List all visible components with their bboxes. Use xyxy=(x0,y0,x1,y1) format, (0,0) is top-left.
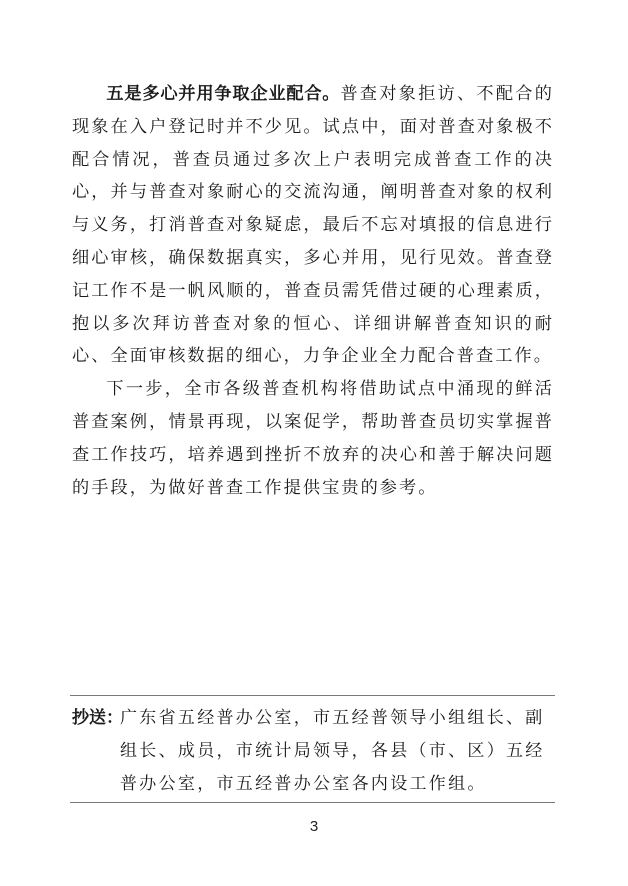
page-number: 3 xyxy=(309,818,319,835)
paragraph-lead-heading: 五是多心并用争取企业配合。 xyxy=(106,84,341,104)
cc-bottom-divider xyxy=(70,802,555,803)
document-body xyxy=(72,78,554,504)
paragraph-next-steps xyxy=(72,373,554,504)
cc-label: 抄送： xyxy=(72,708,123,728)
paragraph-text: 普查对象拒访、不配合的现象在入户登记时并不少见。试点中，面对普查对象极不配合情况，普查员通过多次上户表明完成普查工作的决心，并与普查对象耐心的交流沟通，阐明普查对象的权利与义务，打消普查对象疑虑，最后不忘对填报的信息进行细心审核，确保数据真实，多心并用，见行见效。普查登记工作不是一帆风顺的，普查员需凭借过硬的心理素质，抱以多次拜访普查对象的恒心、详细讲解普查知识的耐心、全面审核数据的细心，力争企业全力配合普查工作。 xyxy=(72,84,554,367)
cc-recipients: 广东省五经普办公室，市五经普领导小组组长、副组长、成员，市统计局领导，各县（市、区）五经普办公室，市五经普办公室各内设工作组。 xyxy=(120,708,545,794)
paragraph-text: 下一步，全市各级普查机构将借助试点中涌现的鲜活普查案例，情景再现，以案促学，帮助普查员切实掌握普查工作技巧，培养遇到挫折不放弃的决心和善于解决问题的手段，为做好普查工作提供宝贵的参考。 xyxy=(72,379,554,498)
paragraph-enterprise-cooperation xyxy=(72,78,554,373)
cc-block xyxy=(72,702,554,801)
cc-top-divider xyxy=(70,695,555,696)
